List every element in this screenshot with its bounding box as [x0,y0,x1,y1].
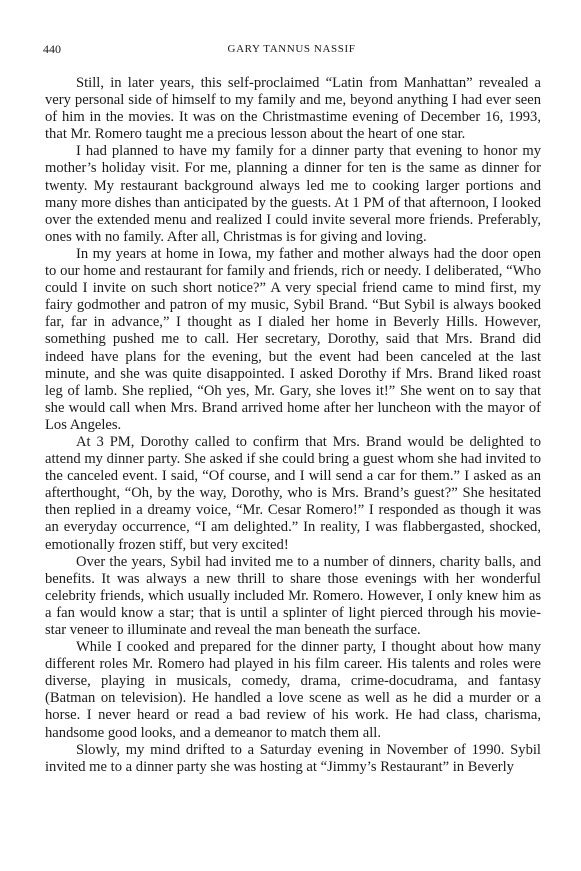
paragraph: Over the years, Sybil had invited me to a number of dinners, charity balls, and benefits. It was always a new thrill to share those evenings with her wonderful celebrity friends, which usually included Mr. Romero. However, I only knew him as a fan would know a star; that is until a splinter of light pierced through his movie-star veneer to illuminate and reveal the man beneath the surface. [45,553,541,638]
paragraph: I had planned to have my family for a dinner party that evening to honor my mother’s holiday visit. For me, planning a dinner for ten is the same as dinner for twenty. My restaurant background always led me to cooking larger portions and many more dishes than anticipated by the guests. At 1 PM of that afternoon, I looked over the extended menu and realized I could invite several more friends. Preferably, ones with no family. After all, Christmas is for giving and loving. [45,143,541,245]
paragraph: While I cooked and prepared for the dinner party, I thought about how many different roles Mr. Romero had played in his film career. His talents and roles were diverse, playing in musicals, comedy, drama, crime-docudrama, and fantasy (Batman on television). He handled a love scene as well as he did a murder or a horse. I never heard or read a bad review of his work. He had class, charisma, handsome good looks, and a demeanor to match them all. [45,639,541,741]
running-head [43,41,540,57]
paragraph: Still, in later years, this self-proclaimed “Latin from Manhattan” revealed a very personal side of himself to my family and me, beyond anything I had ever seen of him in the movies. It was on the Christmastime evening of December 16, 1993, that Mr. Romero taught me a precious lesson about the heart of one star. [45,75,541,143]
body-text [45,75,541,776]
running-title: GARY TANNUS NASSIF [227,43,356,55]
paragraph: In my years at home in Iowa, my father and mother always had the door open to our home and restaurant for family and friends, rich or needy. I deliberated, “Who could I invite on such short notice?” A very special friend came to mind first, my fairy godmother and patron of my music, Sybil Brand. “But Sybil is always booked far, far in advance,” I thought as I dialed her home in Beverly Hills. However, something pushed me to call. Her secretary, Dorothy, said that Mrs. Brand did indeed have plans for the evening, but the event had been canceled at the last minute, and she was quite disappointed. I asked Dorothy if Mrs. Brand liked roast leg of lamb. She replied, “Oh yes, Mr. Gary, she loves it!” She went on to say that she would call when Mrs. Brand arrived home after her luncheon with the mayor of Los Angeles. [45,245,541,433]
page-number: 440 [43,42,61,56]
paragraph: At 3 PM, Dorothy called to confirm that Mrs. Brand would be delighted to attend my dinner party. She asked if she could bring a guest whom she had invited to the canceled event. I said, “Of course, and I will send a car for them.” I asked as an afterthought, “Oh, by the way, Dorothy, who is Mrs. Brand’s guest?” She hesitated then replied in a dreamy voice, “Mr. Cesar Romero!” I responded as though it was an everyday occurrence, “I am delighted.” In reality, I was flabbergasted, shocked, emotionally frozen stiff, but very excited! [45,433,541,553]
paragraph: Slowly, my mind drifted to a Saturday evening in November of 1990. Sybil invited me to a dinner party she was hosting at “Jimmy’s Restaurant” in Beverly [45,741,541,775]
